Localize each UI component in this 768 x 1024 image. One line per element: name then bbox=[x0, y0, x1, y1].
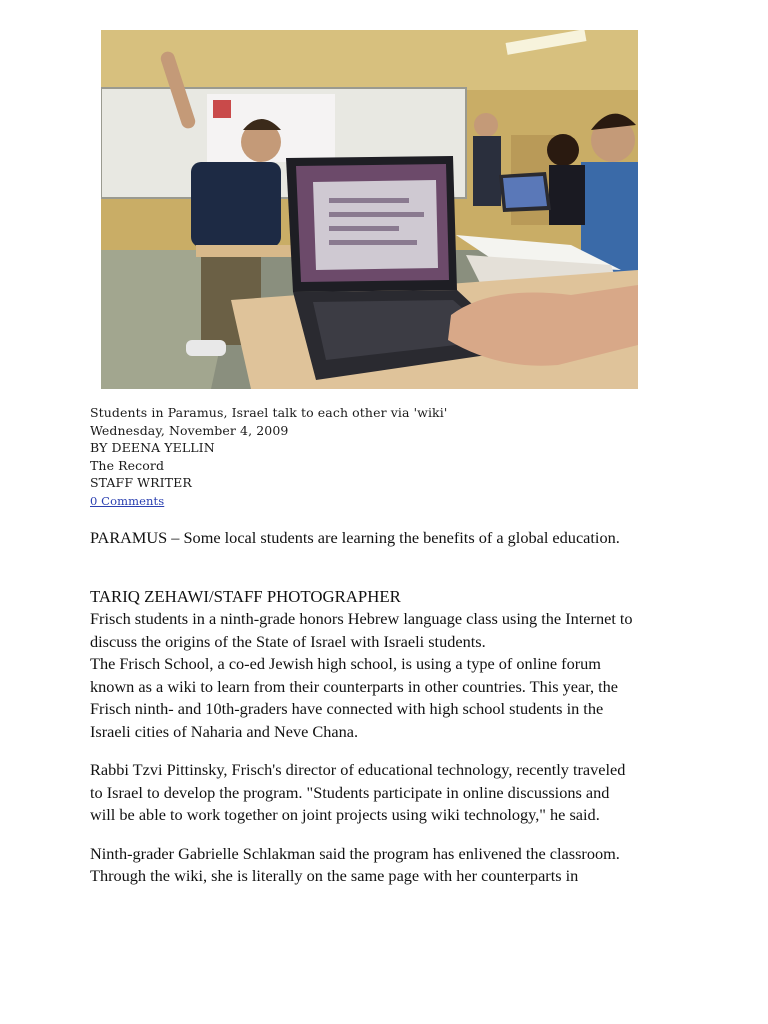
article-body bbox=[90, 527, 690, 888]
article-lede: PARAMUS – Some local students are learning the benefits of a global education. bbox=[90, 528, 620, 547]
paragraph-line: Ninth-grader Gabrielle Schlakman said the program has enlivened the classroom. bbox=[90, 843, 620, 863]
paragraph-spacer bbox=[90, 743, 690, 759]
publication-name: The Record bbox=[90, 457, 165, 473]
paragraph-line: will be able to work together on joint projects using wiki technology," he said. bbox=[90, 805, 600, 824]
comments-link[interactable]: 0 Comments bbox=[90, 493, 165, 508]
publish-date: Wednesday, November 4, 2009 bbox=[90, 422, 289, 438]
classroom-photo-icon bbox=[101, 30, 638, 389]
photo-caption-line: discuss the origins of the State of Israel with Israeli students. bbox=[90, 631, 486, 651]
paragraph-line: Frisch ninth- and 10th-graders have connected with high school students in the bbox=[90, 699, 604, 718]
paragraph-line: to Israel to develop the program. "Students participate in online discussions and bbox=[90, 782, 610, 802]
paragraph-line: Through the wiki, she is literally on the same page with her counterparts in bbox=[90, 866, 579, 885]
article-photo bbox=[101, 30, 638, 389]
paragraph-spacer bbox=[90, 827, 690, 843]
article-meta bbox=[90, 404, 690, 511]
headline: Students in Paramus, Israel talk to each other via 'wiki' bbox=[90, 405, 448, 420]
photo-credit: TARIQ ZEHAWI/STAFF PHOTOGRAPHER bbox=[90, 586, 401, 606]
paragraph-line: known as a wiki to learn from their counterparts in other countries. This year, the bbox=[90, 676, 619, 696]
author-role: STAFF WRITER bbox=[90, 475, 192, 491]
byline: BY DEENA YELLIN bbox=[90, 440, 215, 456]
paragraph-line: Rabbi Tzvi Pittinsky, Frisch's director of educational technology, recently traveled bbox=[90, 760, 626, 779]
photo-caption-line: Frisch students in a ninth-grade honors Hebrew language class using the Internet to bbox=[90, 609, 633, 628]
paragraph-line: Israeli cities of Naharia and Neve Chana. bbox=[90, 721, 359, 741]
paragraph-line: The Frisch School, a co-ed Jewish high school, is using a type of online forum bbox=[90, 654, 601, 673]
